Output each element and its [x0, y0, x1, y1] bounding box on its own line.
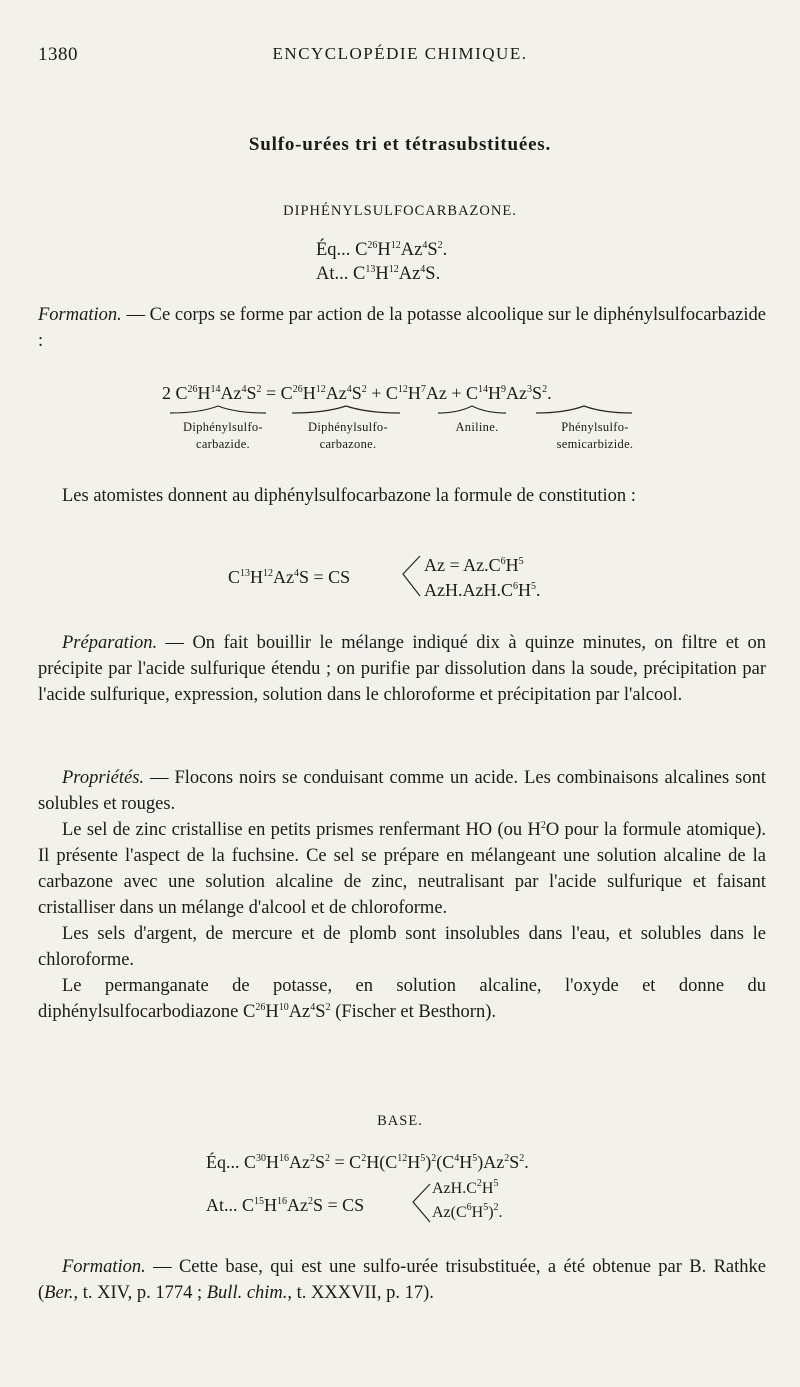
base-bond-lines	[410, 1180, 432, 1228]
underbraces	[160, 403, 650, 417]
constitution-formula-left: $C^{13}H^{12}Az^4S$ = CS	[228, 567, 351, 587]
base-branch-bottom: $Az(C^6H^5)^2$.	[432, 1202, 503, 1221]
bond-lines	[400, 552, 422, 602]
label-diphenylsulfocarbazone: Diphénylsulfo- carbazone.	[308, 420, 388, 451]
properties-paragraph: Propriétés. — Flocons noirs se conduisant comme un acide. Les combinaisons alcalines sont solubles et rouges. Le sel de zinc cristallise en petits prismes renfermant HO (ou $H^2O$ pour la formule atomique). Il présente l'aspect de la fuchsine. Ce sel se prépare en mélangeant une solution alcaline de la carbazone avec une solution alcaline de zinc, neutralisant par l'acide sulfurique et faisant cristalliser dans un mélange d'alcool et de chloroforme. Les sels d'argent, de mercure et de plomb sont insolubles dans l'eau, et solubles dans le chloroforme. Le permanganate de potasse, en solution alcaline, l'oxyde et donne du diphénylsulfocarbodiazone $C^{26}H^{10}Az^4S^2$ (Fischer et Besthorn).	[38, 768, 766, 1022]
base-equivalent-formula: Éq... $C^{30}H^{16}Az^2S^2 = C^2H(C^{12}H^5)^2(C^4H^5)Az^2S^2$.	[206, 1152, 529, 1172]
base-branch-top: $AzH.C^2H^5$	[432, 1178, 499, 1197]
atomic-formula: At... $C^{13}H^{12}Az^4S$.	[316, 264, 441, 284]
constitution-branch-top: $Az = Az.C^6H^5$	[424, 555, 524, 575]
label-aniline: Aniline.	[455, 420, 499, 434]
label-diphenylsulfocarbazide: Diphénylsulfo- carbazide.	[183, 420, 263, 451]
formation-paragraph	[38, 302, 766, 354]
constitution-branch-bottom: $AzH.AzH.C^6H^5$.	[424, 580, 541, 600]
formation-text: — Ce corps se forme par action de la potasse alcoolique sur le diphénylsulfocarbazide :	[38, 305, 766, 351]
label-phenylsulfosemicarbizide: Phénylsulfo- semicarbizide.	[556, 420, 634, 451]
running-title: ENCYCLOPÉDIE CHIMIQUE.	[272, 44, 528, 63]
equivalent-formula: Éq... $C^{26}H^{12}Az^4S^2$.	[316, 240, 448, 260]
base-formation-label: Formation.	[62, 1257, 146, 1277]
base-atomic-formula: At... $C^{15}H^{16}Az^2S$ = CS	[206, 1195, 365, 1215]
page-number: 1380	[38, 44, 78, 65]
formation-label: Formation.	[38, 305, 122, 325]
base-heading: BASE.	[377, 1113, 423, 1129]
base-formation-paragraph: Formation. — Cette base, qui est une sulfo-urée trisubstituée, a été obtenue par B. Rathke (Ber., t. XIV, p. 1774 ; Bull. chim., t. XXXVII, p. 17).	[38, 1257, 766, 1303]
compound-name: DIPHÉNYLSULFOCARBAZONE.	[283, 203, 517, 219]
page-header	[38, 44, 762, 74]
atomist-paragraph: Les atomistes donnent au diphénylsulfocarbazone la formule de constitution :	[62, 486, 636, 506]
ref-bull-chim: Bull. chim.	[206, 1283, 288, 1303]
properties-label: Propriétés.	[62, 768, 145, 788]
preparation-label: Préparation.	[62, 633, 158, 653]
reaction-equation: 2 $C^{26}H^{14}Az^4S^2 = C^{26}H^{12}Az^4S^2 + C^{12}H^7Az + C^{14}H^9Az^3S^2$.	[162, 383, 552, 403]
ref-ber: Ber.	[44, 1283, 74, 1303]
section-title: Sulfo-urées tri et tétrasubstituées.	[248, 134, 552, 155]
preparation-paragraph: Préparation. — On fait bouillir le mélange indiqué dix à quinze minutes, on filtre et on précipite par l'acide sulfurique étendu ; on purifie par dissolution dans la soude, précipitation par l'acide sulfurique, expression, solution dans le chloroforme et précipitation par l'alcool.	[38, 633, 766, 705]
